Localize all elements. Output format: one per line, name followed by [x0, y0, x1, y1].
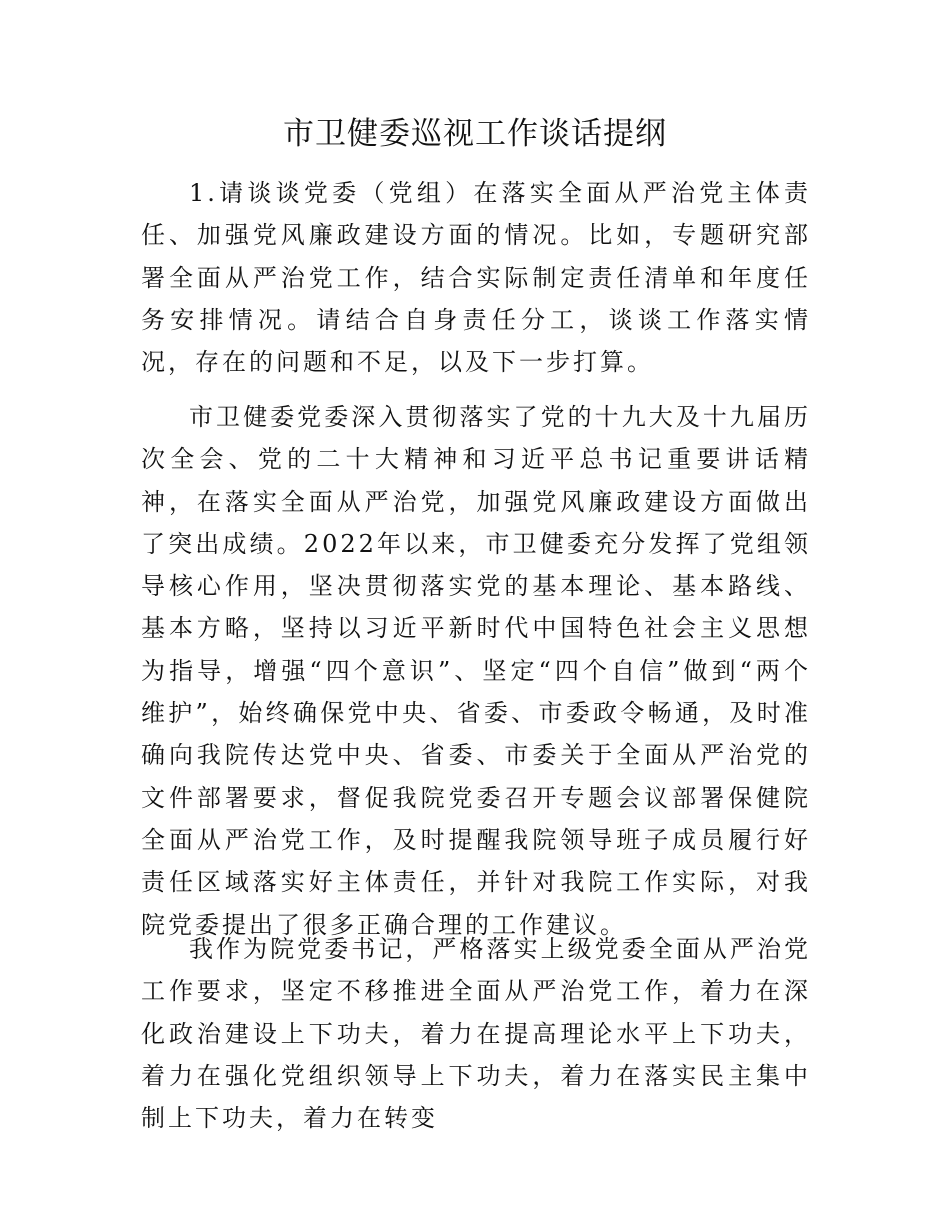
document-title: 市卫健委巡视工作谈话提纲: [283, 116, 667, 152]
paragraph-secretary-statement: 我作为院党委书记，严格落实上级党委全面从严治党工作要求，坚定不移推进全面从严治党工作，着力在深化政治建设上下功夫，着力在提高理论水平上下功夫，着力在强化党组织领导上下功夫，着力在落实民主集中制上下功夫，着力在转变: [141, 935, 811, 1133]
paragraph-committee-summary: 市卫健委党委深入贯彻落实了党的十九大及十九届历次全会、党的二十大精神和习近平总书记重要讲话精神，在落实全面从严治党，加强党风廉政建设方面做出了突出成绩。2022年以来，市卫健委充分发挥了党组领导核心作用，坚决贯彻落实党的基本理论、基本路线、基本方略，坚持以习近平新时代中国特色社会主义思想为指导，增强“四个意识”、坚定“四个自信”做到“两个维护”，始终确保党中央、省委、市委政令畅通，及时准确向我院传达党中央、省委、市委关于全面从严治党的文件部署要求，督促我院党委召开专题会议部署保健院全面从严治党工作，及时提醒我院领导班子成员履行好责任区域落实好主体责任，并针对我院工作实际，对我院党委提出了很多正确合理的工作建议。: [141, 403, 811, 939]
paragraph-question: 1.请谈谈党委（党组）在落实全面从严治党主体责任、加强党风廉政建设方面的情况。比如，专题研究部署全面从严治党工作，结合实际制定责任清单和年度任务安排情况。请结合自身责任分工，谈谈工作落实情况，存在的问题和不足，以及下一步打算。: [141, 179, 811, 377]
